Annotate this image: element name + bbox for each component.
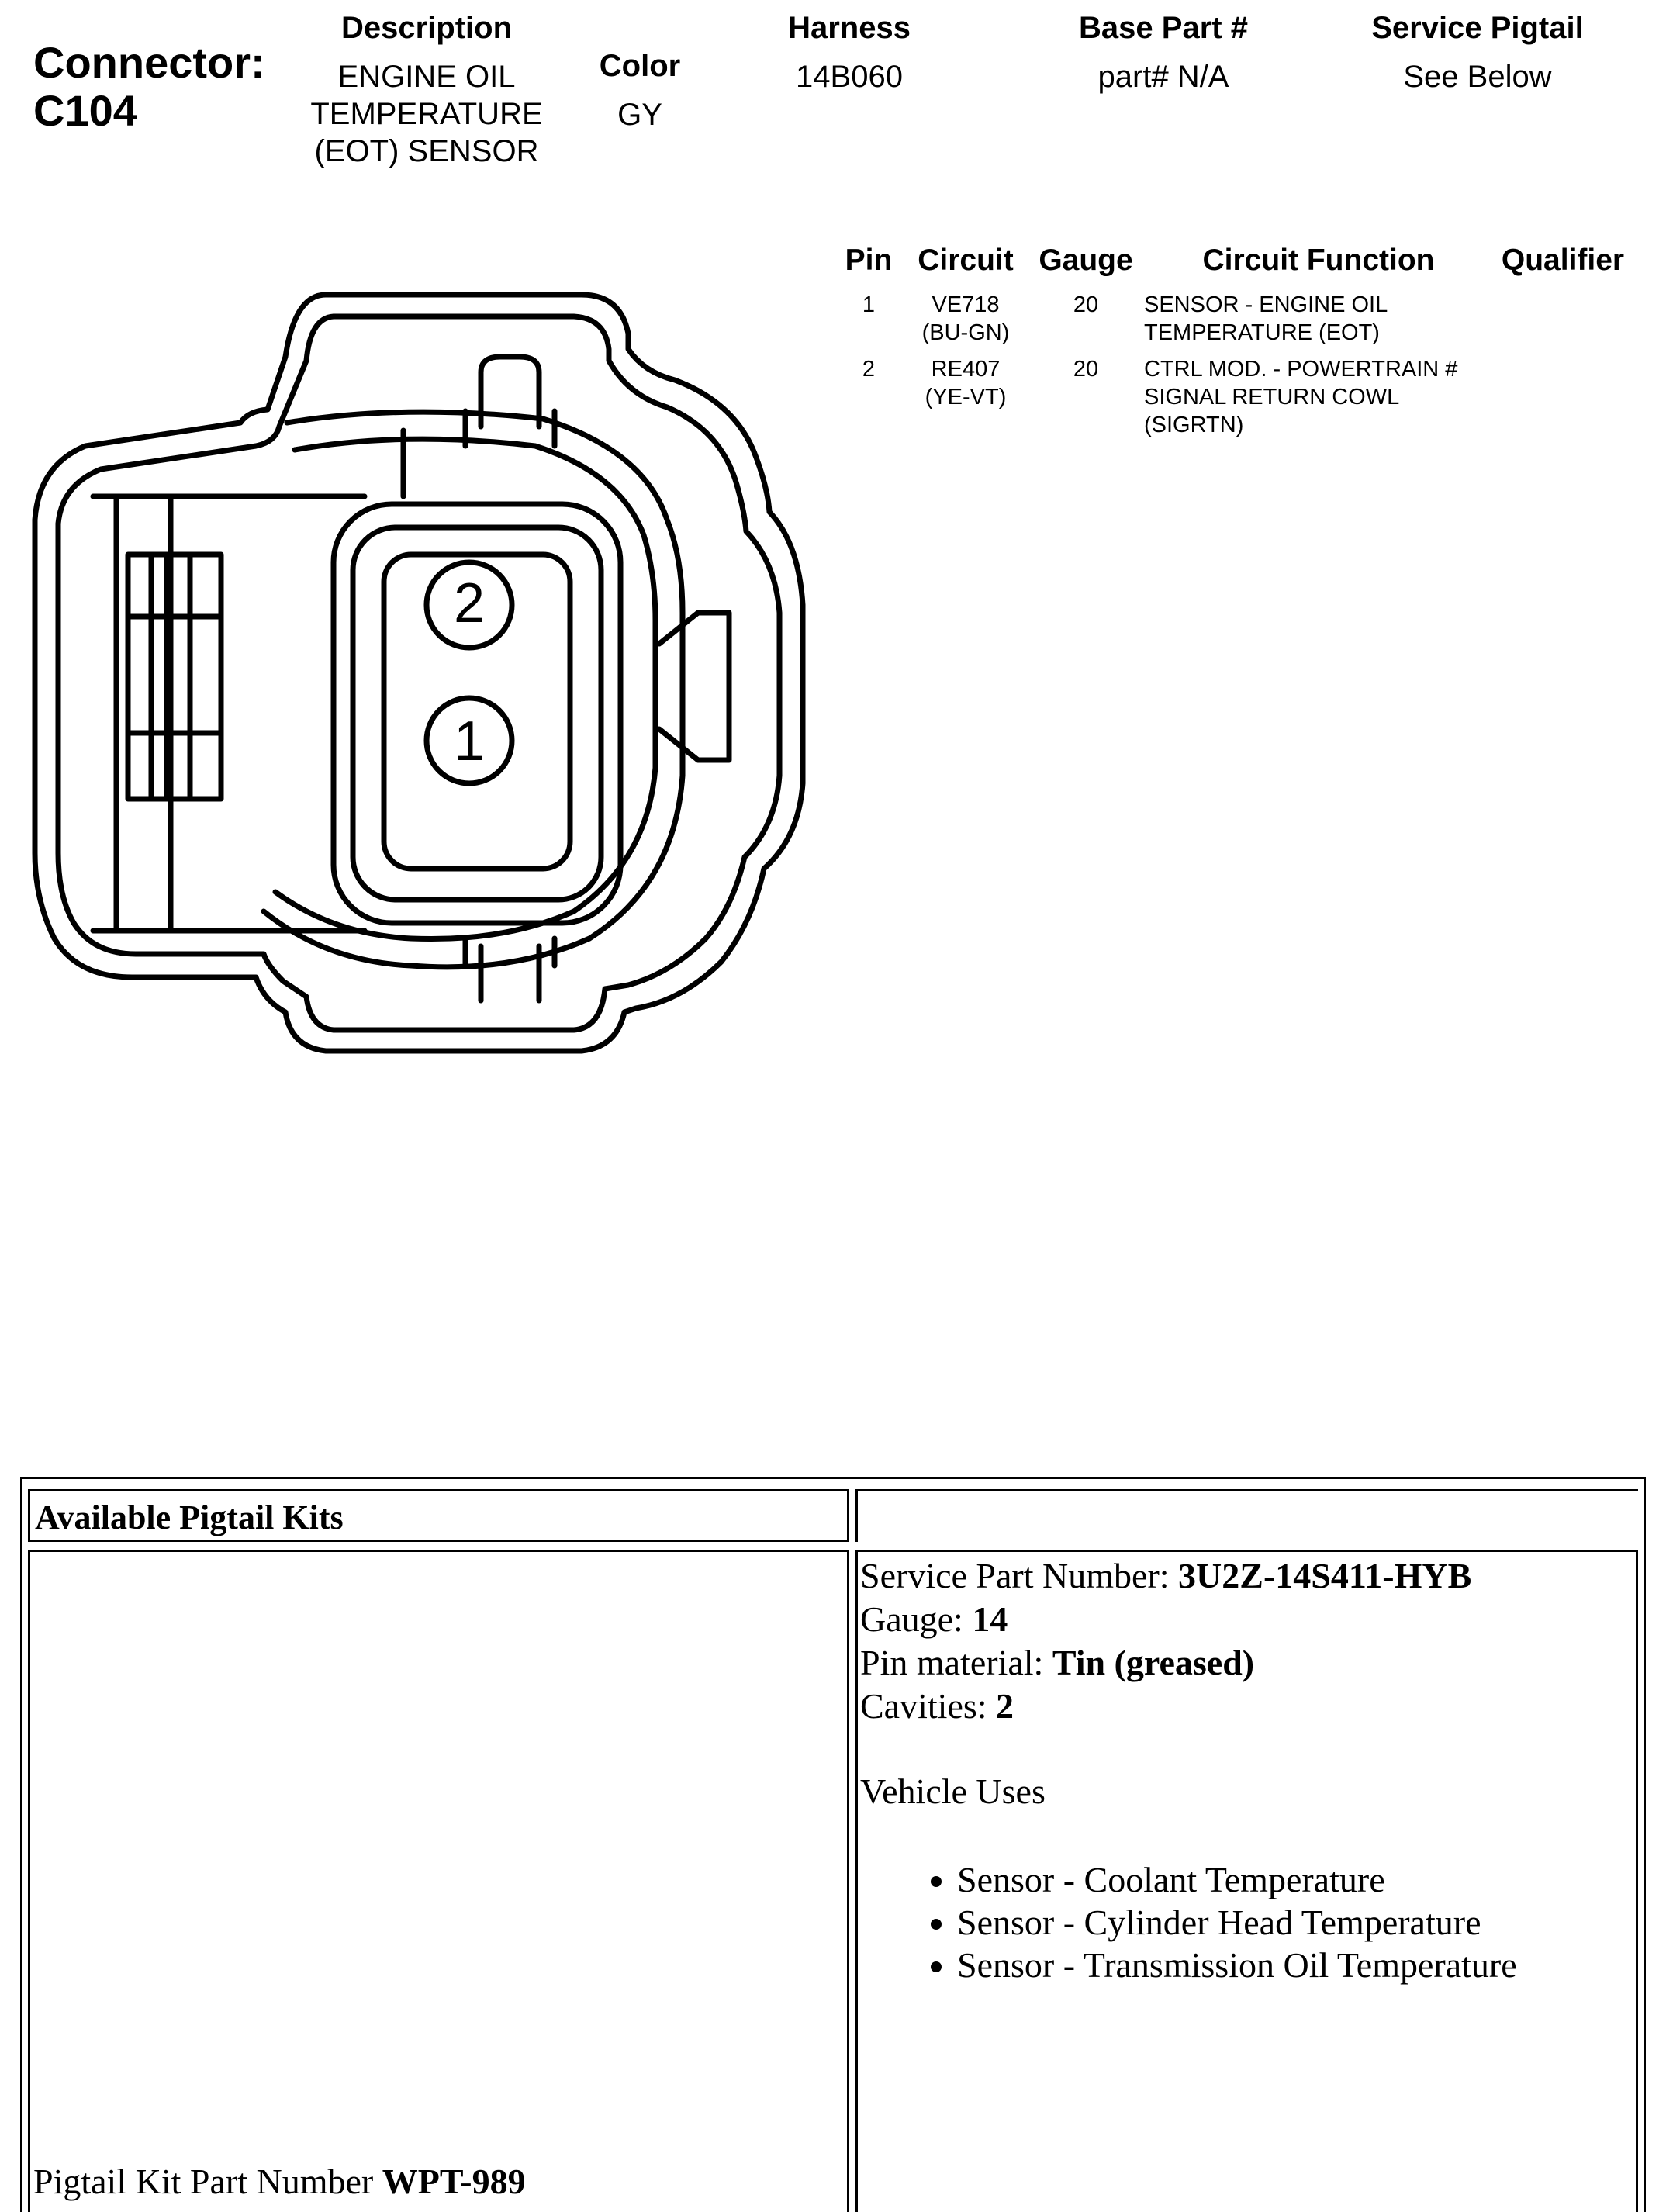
circuit-header: Circuit — [918, 244, 1014, 277]
connector-title — [33, 39, 265, 135]
gauge-line — [860, 1598, 1628, 1641]
circuit-cell — [904, 291, 1028, 347]
circuit-color: (BU-GN) — [921, 320, 1010, 345]
description-line: (EOT) SENSOR — [314, 134, 539, 168]
pin-number: 2 — [862, 357, 876, 382]
cavities-line — [860, 1685, 1628, 1728]
function-cell — [1144, 291, 1547, 347]
gauge-cell: 20 — [1073, 292, 1099, 317]
pigtail-kit-part-value: WPT-989 — [382, 2162, 526, 2201]
service-part-value: 3U2Z-14S411-HYB — [1178, 1556, 1472, 1595]
qualifier-header: Qualifier — [1501, 244, 1625, 277]
function-line: (SIGRTN) — [1144, 413, 1244, 437]
pigtail-kit-part-number — [33, 2160, 526, 2203]
circuit-color: (YE-VT) — [925, 385, 1007, 410]
service-pigtail-value: See Below — [1403, 60, 1552, 94]
color-label: Color — [599, 49, 681, 83]
description-line: ENGINE OIL — [337, 60, 516, 94]
connector-face-diagram — [0, 264, 830, 1086]
circuit-function-header: Circuit Function — [1202, 244, 1435, 277]
pin-2-label: 2 — [453, 572, 486, 634]
harness-value: 14B060 — [796, 60, 903, 94]
pigtail-kit-part-label: Pigtail Kit Part Number — [33, 2162, 382, 2201]
pin-material-label: Pin material: — [860, 1643, 1052, 1682]
harness-label: Harness — [788, 11, 911, 45]
base-part-value: part# N/A — [1097, 60, 1229, 94]
function-line: TEMPERATURE (EOT) — [1144, 320, 1380, 345]
description-value — [291, 58, 562, 170]
base-part-label: Base Part # — [1079, 11, 1248, 45]
kit-gauge-label: Gauge: — [860, 1599, 973, 1639]
pin-material-value: Tin (greased) — [1052, 1643, 1255, 1682]
vehicle-use-item: • Sensor - Transmission Oil Temperature — [957, 1944, 1628, 1986]
color-value: GY — [617, 98, 662, 132]
pin-material-line — [860, 1641, 1628, 1685]
function-cell — [1144, 355, 1578, 439]
vehicle-uses-list — [860, 1858, 1628, 1986]
circuit-cell — [904, 355, 1028, 411]
pigtail-kit-image-cell — [28, 1550, 849, 2212]
vehicle-use-item: • Sensor - Cylinder Head Temperature — [957, 1901, 1628, 1944]
connector-id: C104 — [33, 86, 137, 135]
function-line: SIGNAL RETURN COWL — [1144, 385, 1400, 410]
description-label: Description — [340, 11, 513, 45]
service-part-number-line — [860, 1554, 1628, 1598]
description-line: TEMPERATURE — [310, 97, 543, 131]
pigtail-kits-title: Available Pigtail Kits — [35, 1498, 344, 1536]
pigtail-header-empty-cell — [855, 1489, 1638, 1542]
pigtail-kit-details — [860, 1554, 1628, 1986]
pigtail-kits-header-cell — [28, 1489, 849, 1542]
pigtail-kit-details-cell — [855, 1550, 1638, 2212]
connector-title-label: Connector: — [33, 38, 265, 87]
circuit-id: RE407 — [931, 357, 1001, 382]
gauge-header: Gauge — [1039, 244, 1133, 277]
gauge-cell: 20 — [1073, 357, 1099, 382]
vehicle-uses-label: Vehicle Uses — [860, 1771, 1046, 1811]
kit-gauge-value: 14 — [972, 1599, 1008, 1639]
pin-1-label: 1 — [453, 710, 486, 772]
pin-number: 1 — [862, 292, 876, 317]
service-part-label: Service Part Number: — [860, 1556, 1179, 1595]
function-line: CTRL MOD. - POWERTRAIN # — [1144, 357, 1458, 382]
circuit-id: VE718 — [932, 292, 1000, 317]
cavities-value: 2 — [996, 1686, 1014, 1726]
service-pigtail-label: Service Pigtail — [1371, 11, 1584, 45]
pin-header: Pin — [845, 244, 893, 277]
function-line: SENSOR - ENGINE OIL — [1144, 292, 1388, 317]
cavities-label: Cavities: — [860, 1686, 997, 1726]
vehicle-use-item: • Sensor - Coolant Temperature — [957, 1858, 1628, 1901]
